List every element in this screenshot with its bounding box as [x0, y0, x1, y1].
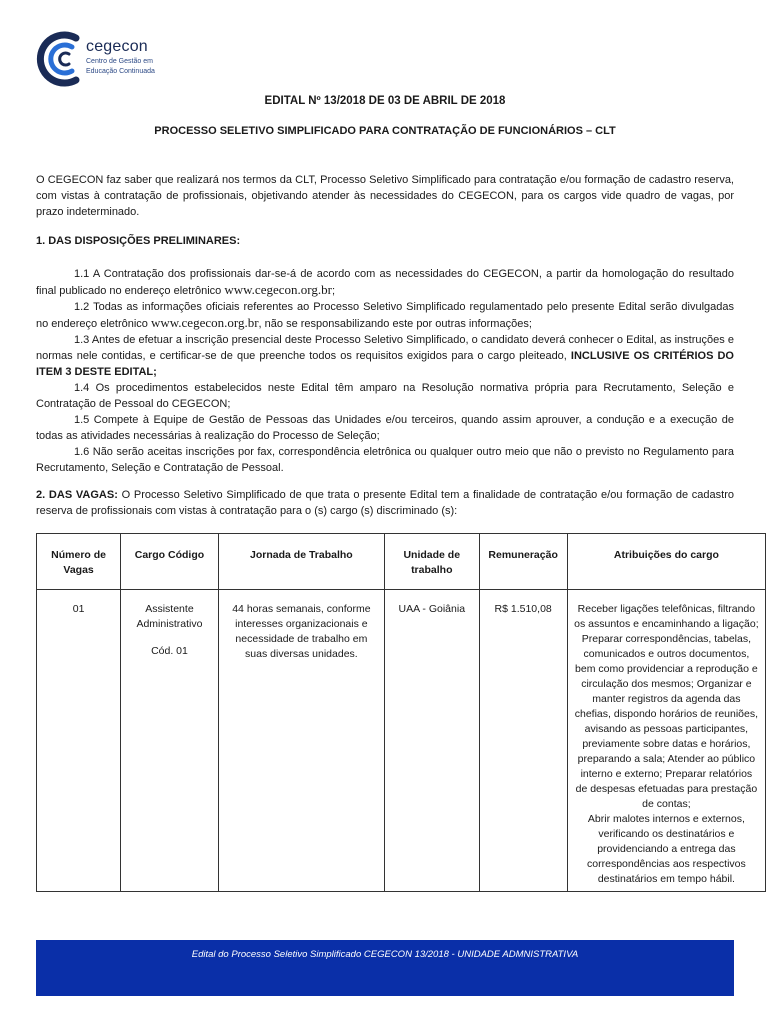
- cegecon-logo-icon: [36, 28, 86, 90]
- item-1-3: 1.3 Antes de efetuar a inscrição presencial deste Processo Seletivo Simplificado, o candidato deverá conhecer o Edital, as instruções e normas nele contidas, e certificar-se de que preenche todos os requisitos exigidos para o cargo pleiteado, INCLUSIVE OS CRITÉRIOS DO ITEM 3 DESTE EDITAL;: [36, 334, 734, 378]
- item-1-1-link[interactable]: www.cegecon.org.br: [224, 282, 332, 297]
- item-1-3-emphasis: INCLUSIVE OS CRITÉRIOS DO ITEM 3 DESTE EDITAL;: [36, 350, 734, 378]
- intro-paragraph: O CEGECON faz saber que realizará nos termos da CLT, Processo Seletivo Simplificado para contratação e/ou formação de cadastro reserva, com vistas à contratação de profissionais, objetivando atender às necessidades do CEGECON, para os cargos vide quadro de vagas, por prazo indeterminado.: [36, 174, 734, 218]
- cargo-code: Cód. 01: [151, 645, 188, 657]
- section-2-heading: 2. DAS VAGAS:: [36, 489, 118, 501]
- cell-remuneracao: R$ 1.510,08: [479, 590, 567, 892]
- item-1-1: 1.1 A Contratação dos profissionais dar-se-á de acordo com as necessidades do CEGECON, a partir da homologação do resultado final publicado no endereço eletrônico www.cegecon.org.br;: [36, 268, 734, 297]
- section-1-heading: 1. DAS DISPOSIÇÕES PRELIMINARES:: [36, 235, 241, 247]
- table-header-row: [37, 534, 766, 590]
- cell-jornada: 44 horas semanais, conforme interesses organizacionais e necessidade de trabalho em suas diversas unidades.: [218, 590, 384, 892]
- cell-vagas: 01: [37, 590, 121, 892]
- item-1-5: 1.5 Compete à Equipe de Gestão de Pessoas das Unidades e/ou terceiros, quando assim aprouver, a condução e a execução de todas as atividades necessárias à realização do Processo de Seleção;: [36, 414, 734, 442]
- section-2-paragraph: [36, 487, 734, 519]
- header-cargo-codigo: Cargo Código: [121, 534, 219, 590]
- section-1-items: [36, 266, 734, 476]
- footer-bar: [36, 940, 734, 996]
- logo-subtitle-line1: Centro de Gestão em: [86, 58, 153, 65]
- item-1-4: 1.4 Os procedimentos estabelecidos neste Edital têm amparo na Resolução normativa própria para Recrutamento, Seleção e Contratação de Pessoal do CEGECON;: [36, 382, 734, 410]
- item-1-6: 1.6 Não serão aceitas inscrições por fax, correspondência eletrônica ou qualquer outro meio que não o previsto no Regulamento para Recrutamento, Seleção e Contratação de Pessoal.: [36, 446, 734, 474]
- cell-unidade: UAA - Goiânia: [385, 590, 479, 892]
- header-remuneracao: Remuneração: [479, 534, 567, 590]
- logo-name: cegecon: [86, 38, 148, 55]
- item-1-2: 1.2 Todas as informações oficiais referentes ao Processo Seletivo Simplificado regulamentado pelo presente Edital serão divulgadas no endereço eletrônico www.cegecon.org.br, não se responsabilizando este por outras informações;: [36, 301, 734, 330]
- footer-text: Edital do Processo Seletivo Simplificado CEGECON 13/2018 - UNIDADE ADMNISTRATIVA: [191, 949, 579, 960]
- header-unidade: Unidade de trabalho: [385, 534, 479, 590]
- item-1-2-link[interactable]: www.cegecon.org.br: [150, 315, 259, 330]
- vacancies-table: [36, 533, 766, 892]
- cell-cargo: [121, 590, 219, 892]
- atribuicoes-part-2: Abrir malotes internos e externos, verificando os destinatários e providenciando a entrega das correspondências aos respectivos destinatários em tempo hábil.: [587, 813, 746, 885]
- logo-text: [86, 38, 155, 76]
- section-2-text: O Processo Seletivo Simplificado de que trata o presente Edital tem a finalidade de contratação e/ou formação de cadastro reserva de profissionais com vistas à contratação para o (s) cargo (s) discriminado (s):: [36, 489, 734, 517]
- header-atribuicoes: Atribuições do cargo: [567, 534, 765, 590]
- document-subtitle: PROCESSO SELETIVO SIMPLIFICADO PARA CONTRATAÇÃO DE FUNCIONÁRIOS – CLT: [154, 125, 616, 137]
- header-jornada: Jornada de Trabalho: [218, 534, 384, 590]
- header-numero-vagas: Número de Vagas: [37, 534, 121, 590]
- atribuicoes-part-1: Receber ligações telefônicas, filtrando os assuntos e encaminhando a ligação; Preparar correspondências, tabelas, comunicados e outros documentos, bem como providenciar a reprodução e circulação dos mesmos; Organizar e manter registros da agenda das chefias, dispondo horários de reuniões, avisando as pessoas participantes, previamente sobre datas e horários, preparando a sala; Atender ao público interno e externo; Preparar relatórios de despesas efetuadas para prestação de contas;: [574, 603, 759, 810]
- cell-atribuicoes: [567, 590, 765, 892]
- cargo-name: Assistente Administrativo: [136, 603, 203, 630]
- document-title: EDITAL Nº 13/2018 DE 03 DE ABRIL DE 2018: [264, 95, 506, 107]
- table-row: [37, 590, 766, 892]
- logo-subtitle-line2: Educação Continuada: [86, 68, 155, 75]
